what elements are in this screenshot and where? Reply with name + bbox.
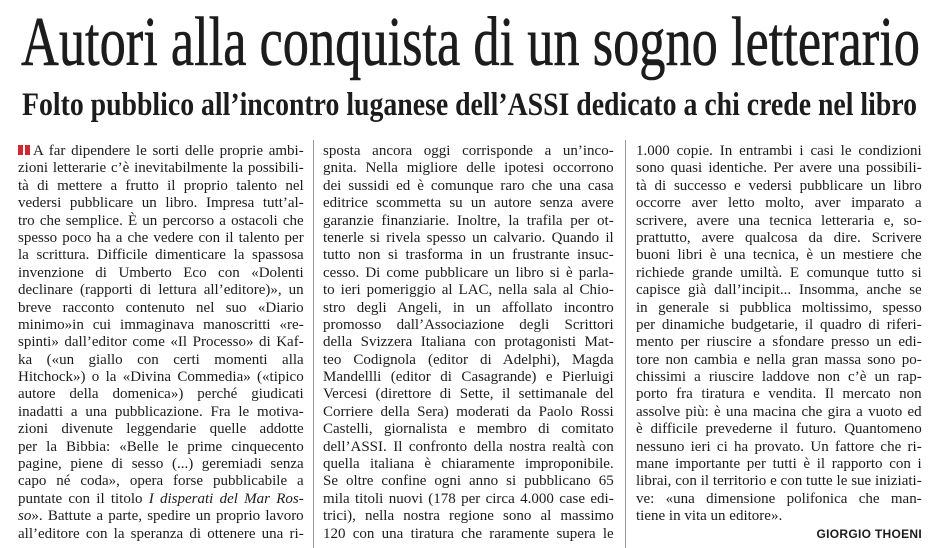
line-text: mento per riuscire a sfondare presso un edi- xyxy=(636,334,922,351)
text-line xyxy=(636,247,922,264)
text-line xyxy=(323,160,614,177)
line-text: mane importante per tutti è il rapporto con i xyxy=(636,456,922,473)
line-text: tà di mettere a frutto il proprio talento nel xyxy=(18,177,304,194)
line-text: la scrittura. Difficile dimenticare la spassosa xyxy=(18,247,304,264)
text-line xyxy=(18,369,304,386)
text-line xyxy=(323,143,614,160)
line-text: inadatti a una pubblicazione. Fra le motiva- xyxy=(18,403,304,420)
text-line xyxy=(323,317,614,334)
text-line xyxy=(636,143,922,160)
italic-book-title: so xyxy=(18,508,32,525)
text-line xyxy=(18,213,304,230)
text-line xyxy=(636,386,922,403)
text-line xyxy=(18,300,304,317)
text-line xyxy=(18,178,304,195)
text-line xyxy=(323,178,614,195)
text-line xyxy=(323,300,614,317)
text-line xyxy=(18,491,304,508)
author-byline: GIORGIO THOENI xyxy=(816,526,922,541)
line-text: Corriere della Sera) moderati da Paolo Rossi xyxy=(323,403,614,420)
line-text: tiene in vita un editore». xyxy=(636,508,783,525)
text-segment: ». Battute a parte, spedire un proprio lavoro xyxy=(31,508,304,525)
line-text: declinare (rapporti di lettura all’editore)», un xyxy=(18,282,304,299)
line-text: 1.000 copie. In entrambi i casi le condizioni xyxy=(636,143,922,159)
text-line xyxy=(636,439,922,456)
text-segment: puntate con il titolo xyxy=(18,490,149,507)
text-line xyxy=(18,473,304,490)
line-text: pagine, piene di sesso (...) geremiadi senza xyxy=(18,456,304,473)
text-line xyxy=(323,334,614,351)
article-column-3 xyxy=(636,143,922,526)
line-text: nessuno ieri ci ha provato. Un fattore che ri- xyxy=(636,438,922,455)
text-line xyxy=(18,439,304,456)
text-line xyxy=(636,213,922,230)
text-line xyxy=(323,456,614,473)
line-text: tutto non si trasforma in un frustrante insuc- xyxy=(323,247,614,264)
text-line xyxy=(323,404,614,421)
line-text: sposta ancora oggi corrisponde a un’inco- xyxy=(323,143,614,159)
text-line xyxy=(636,404,922,421)
text-line xyxy=(323,213,614,230)
line-text: tenerle si rivela spesso un calvario. Quando il xyxy=(323,229,614,246)
line-text: è difficile prevederne il futuro. Quantomeno xyxy=(636,421,922,438)
line-text: tore non cambia e nella gran massa sono po- xyxy=(636,351,922,368)
line-text: in generale si pubblica moltissimo, spesso xyxy=(636,299,922,316)
line-text: ka («un giallo con certi momenti alla xyxy=(18,351,304,368)
text-line xyxy=(323,508,614,525)
subheadline xyxy=(22,89,917,129)
line-text: vedersi pubblicare un libro. Impresa tutt’al- xyxy=(18,195,304,212)
line-text: ve: «una dimensione polifonica che man- xyxy=(636,490,922,507)
line-text: Mandellli (editor di Casagrande) e Pierluigi xyxy=(323,369,614,386)
article-column-2 xyxy=(323,143,614,543)
line-text: autore della domenica») perché giudicati xyxy=(18,386,304,403)
text-line xyxy=(323,421,614,438)
line-text: dell’ASSI. Il confronto della nostra realtà con xyxy=(323,438,614,455)
line-text: promosso dall’Associazione degli Scrittori xyxy=(323,316,614,333)
italic-book-title: I disperati del Mar Ros- xyxy=(148,490,304,507)
line-text: Se oltre confine ogni anno si pubblicano 65 xyxy=(323,473,614,490)
text-line xyxy=(636,491,922,508)
line-text: teo Codignola (editor di Adelphi), Magda xyxy=(323,351,614,368)
text-line xyxy=(18,143,304,160)
text-line xyxy=(18,404,304,421)
text-line xyxy=(636,265,922,282)
line-text: Vercesi (direttore di Sette, il settimanale del xyxy=(323,386,614,403)
line-text: A far dipendere le sorti delle proprie ambi- xyxy=(33,143,304,159)
line-text: cesso. Di come pubblicare un libro si è parla- xyxy=(323,264,614,281)
line-text: zioni divenute leggendarie quelle addotte xyxy=(18,421,304,438)
line-text: stro degli Angeli, in un affollato incontro xyxy=(323,299,614,316)
headline-text: Autori alla conquista di un sogno letterario xyxy=(21,4,920,81)
line-text: 120 con una tiratura che raramente supera le xyxy=(323,525,614,542)
line-text: to ieri pomeriggio al LAC, nella sala al Chio- xyxy=(323,282,614,299)
text-line xyxy=(18,508,304,525)
text-line xyxy=(18,282,304,299)
line-text: Castelli, giornalista e membro di comitato xyxy=(323,421,614,438)
text-line xyxy=(323,195,614,212)
text-line xyxy=(323,369,614,386)
line-text: scrivere, avere una tecnica letteraria e, so- xyxy=(636,212,922,229)
line-text: prattutto, avere qualcosa da dire. Scrivere xyxy=(636,229,922,246)
line-text xyxy=(18,508,304,525)
line-text: mila titoli nuovi (178 per circa 4.000 case edi- xyxy=(323,490,614,507)
text-line xyxy=(323,386,614,403)
line-text: della Svizzera Italiana con protagonisti Mat- xyxy=(323,334,614,351)
line-text: spinti» dall’editor come «Il Processo» di Kaf- xyxy=(18,334,304,351)
text-line xyxy=(18,247,304,264)
text-line xyxy=(636,300,922,317)
text-line xyxy=(636,473,922,490)
line-text: trici), nella nostra regione sono al massimo xyxy=(323,508,614,525)
text-line xyxy=(18,195,304,212)
text-line xyxy=(323,247,614,264)
byline-row xyxy=(636,526,922,543)
text-line xyxy=(636,369,922,386)
line-text: buoni libri è una tecnica, è un mestiere che xyxy=(636,247,922,264)
text-line xyxy=(18,352,304,369)
text-line xyxy=(18,265,304,282)
subheadline-text: Folto pubblico all’incontro luganese dell’ASSI dedicato a chi crede nel libro xyxy=(22,87,917,123)
line-text: porto fra tiratura e vendita. Il mercato non xyxy=(636,386,922,403)
text-line xyxy=(323,282,614,299)
line-text: assolve più: è una macina che gira a vuoto ed xyxy=(636,403,922,420)
text-line xyxy=(323,230,614,247)
line-text xyxy=(18,491,304,508)
text-line xyxy=(636,282,922,299)
text-line xyxy=(323,473,614,490)
text-line xyxy=(323,439,614,456)
text-line xyxy=(323,491,614,508)
line-text: editrice scommetta su un autore senza avere xyxy=(323,195,614,212)
line-text: tà di successo e vedersi pubblicare un libro xyxy=(636,177,922,194)
text-line xyxy=(636,421,922,438)
text-line xyxy=(636,317,922,334)
line-text: zioni letterarie c’è inevitabilmente la possibili- xyxy=(18,160,304,177)
text-line xyxy=(636,178,922,195)
text-line xyxy=(636,334,922,351)
headline xyxy=(21,4,920,88)
line-text: occorre aver letto molto, aver imparato a xyxy=(636,195,922,212)
line-text: all’editore con la speranza di ottenere una ri- xyxy=(18,525,304,542)
text-line xyxy=(18,526,304,543)
line-text: capo né coda», opera forse pubblicabile a xyxy=(18,473,304,490)
text-line xyxy=(323,352,614,369)
line-text: capisce già dall’incipit... Insomma, anche se xyxy=(636,282,922,299)
text-line xyxy=(18,421,304,438)
text-line xyxy=(18,230,304,247)
line-text: gnita. Nella migliore delle ipotesi occorrono xyxy=(323,160,614,177)
line-text: sono quasi identiche. Per avere una possibili- xyxy=(636,160,922,177)
column-divider xyxy=(313,140,314,548)
line-text: per la Bibbia: «Belle le prime cinquecento xyxy=(18,438,304,455)
line-text: per dinamiche budgetarie, il quadro di riferi- xyxy=(636,316,922,333)
line-text: richiede grande umiltà. E comunque tutto si xyxy=(636,264,922,281)
line-text: spesso poco ha a che vedere con il talento per xyxy=(18,229,304,246)
text-line xyxy=(636,456,922,473)
line-text: chissimi a riuscire laddove non c’è un rap- xyxy=(636,369,922,386)
article-column-1 xyxy=(18,143,304,543)
text-line xyxy=(636,160,922,177)
text-line xyxy=(323,526,614,543)
text-line xyxy=(18,160,304,177)
line-text: tro che semplice. È un percorso a ostacoli che xyxy=(18,212,304,229)
line-text: quella italiana è chiaramente improponibile. xyxy=(323,456,614,473)
line-text: librai, con il territorio e con tutte le sue iniziati- xyxy=(636,473,922,490)
text-line xyxy=(18,386,304,403)
text-line xyxy=(636,230,922,247)
text-line xyxy=(636,508,922,525)
line-text: invenzione di Umberto Eco con «Dolenti xyxy=(18,264,304,281)
column-divider xyxy=(625,140,626,548)
text-line xyxy=(18,317,304,334)
section-marker-icon xyxy=(18,145,30,155)
line-text: breve racconto contenuto nel suo «Diario xyxy=(18,299,304,316)
line-text: Hitchock») o la «Divina Commedia» («tipico xyxy=(18,369,304,386)
line-text: minimo»in cui immaginava manoscritti «re- xyxy=(18,316,304,333)
line-text: garanzie finanziarie. Inoltre, la trafila per ot- xyxy=(323,212,614,229)
text-line xyxy=(18,456,304,473)
line-text: dei sussidi ed è comunque raro che una casa xyxy=(323,177,614,194)
text-line xyxy=(18,334,304,351)
text-line xyxy=(636,352,922,369)
text-line xyxy=(323,265,614,282)
text-line xyxy=(636,195,922,212)
